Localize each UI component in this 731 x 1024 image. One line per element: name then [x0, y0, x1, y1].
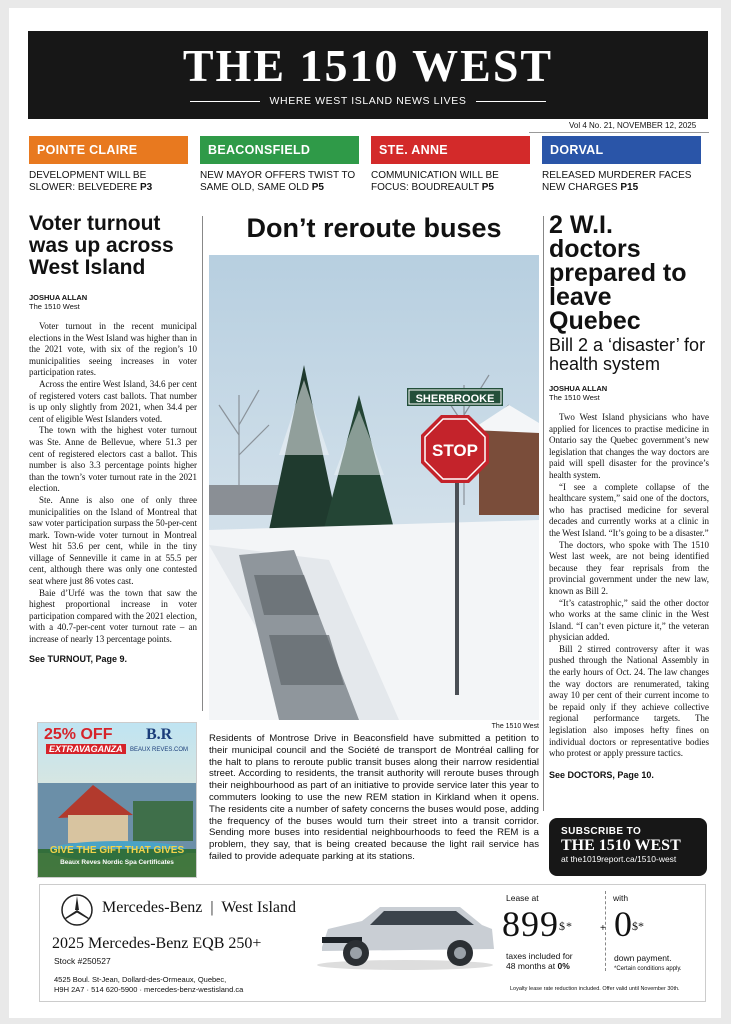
ad-site: BEAUX REVES.COM [130, 747, 189, 753]
snowy-street-photo [209, 255, 539, 720]
car-model: 2025 Mercedes-Benz EQB 250+ [52, 935, 262, 952]
street-sign-text: SHERBROOKE [415, 393, 495, 405]
see-more-link[interactable]: See TURNOUT, Page 9. [29, 653, 128, 664]
photo-credit: The 1510 West [491, 723, 539, 730]
section-teaser: RELEASED MURDERER FACES NEW CHARGES P15 [542, 170, 692, 193]
section-ste-anne[interactable] [371, 136, 530, 194]
ad-cta: GIVE THE GIFT THAT GIVES [49, 845, 185, 856]
ad-headline: 25% OFF [44, 726, 113, 743]
with-label: with [613, 893, 629, 903]
right-article-body: Two West Island physicians who have applied for licences to practise medicine in Ontario say the Quebec government’s new legislation that changes the way doctors are paid will spell disaster for the province’s health system. “I see a complete collapse of the healthcare system,” said one of the doctors, who has practised medicine for several decades and currently works at a clinic in the West Island. “It’s going to be a disaster.” The doctors, who spoke with The 1510 West last week, are not being identified because they fear reprisals from the provincial government under the new law, known as Bill 2. “It’s catastrophic,” said the other doctor who works at the same clinic in the West Island. “I can’t even picture it,” the veteran physician added. Bill 2 stirred controversy after it was pushed through the National Assembly in the early hours of Oct. 24. The law changes the way doctors are renumerated, taking away 10 per cent of their current income to be repaid only if they achieve collective regional performance targets. The legislation also imposes hefty fines on individual doctors or representative bodies who protest or apply pressure tactics. [549, 412, 709, 759]
byline: JOSHUA ALLAN The 1510 West [29, 293, 88, 311]
section-beaconsfield[interactable] [200, 136, 359, 194]
newspaper-page [9, 8, 721, 1018]
suv-image [310, 899, 500, 971]
section-dorval[interactable] [542, 136, 701, 194]
dealer-address: 4525 Boul. St-Jean, Dollard-des-Ormeaux, Quebec, H9H 2A7 · 514 620-5900 · mercedes-benz-westisland.ca [54, 975, 244, 994]
issue-rule [529, 132, 709, 133]
mercedes-ad[interactable] [39, 884, 706, 1002]
column-divider [202, 216, 203, 711]
lease-terms: taxes included for 48 months at 0% [506, 951, 573, 971]
section-label: STE. ANNE [371, 136, 530, 164]
center-headline[interactable]: Don’t reroute buses [246, 213, 502, 243]
column-divider [543, 216, 544, 811]
stop-sign-text: STOP [432, 441, 478, 460]
right-article [549, 213, 709, 780]
section-teaser: DEVELOPMENT WILL BE SLOWER: BELVEDERE P3 [29, 170, 153, 193]
ad-cta-sub: Beaux Reves Nordic Spa Certificates [60, 859, 174, 866]
lease-label: Lease at [506, 893, 539, 903]
mercedes-star-icon [60, 893, 94, 927]
ad-subhead: EXTRAVAGANZA [46, 744, 126, 754]
subscribe-label: SUBSCRIBE TO [561, 826, 642, 837]
byline: JOSHUA ALLAN The 1510 West [549, 384, 608, 402]
ad-logo: B.R [146, 726, 173, 743]
masthead-tagline: WHERE WEST ISLAND NEWS LIVES [28, 95, 708, 107]
lease-price: 899$* [502, 904, 573, 944]
section-label: BEACONSFIELD [200, 136, 359, 164]
section-teaser: COMMUNICATION WILL BE FOCUS: BOUDREAULT P5 [371, 170, 499, 193]
center-article [209, 213, 539, 862]
conditions-note: *Certain conditions apply. [614, 966, 682, 972]
loyalty-note: Loyalty lease rate reduction included. Offer valid until November 30th. [510, 986, 680, 992]
section-label: POINTE CLAIRE [29, 136, 188, 164]
section-pointe-claire[interactable] [29, 136, 188, 194]
plus-sign: + [600, 923, 606, 934]
masthead [28, 31, 708, 119]
masthead-title: THE 1510 WEST [182, 40, 554, 91]
subscribe-box[interactable] [549, 818, 707, 876]
subscribe-title: THE 1510 WEST [561, 837, 681, 854]
left-article [29, 213, 197, 664]
right-headline[interactable]: 2 W.I. doctors prepared to leave Quebec [549, 211, 687, 335]
down-payment-value: 0$* [614, 904, 644, 944]
see-more-link[interactable]: See DOCTORS, Page 10. [549, 769, 654, 780]
right-deck: Bill 2 a ‘disaster’ for health system [549, 335, 706, 374]
down-payment-label: down payment. [614, 953, 672, 963]
spa-ad[interactable] [37, 722, 197, 878]
subscribe-url[interactable]: at the1019report.ca/1510-west [561, 854, 677, 864]
left-article-body: Voter turnout in the recent municipal elections in the West Island was higher than in the 2021 vote, with six of the region’s 10 municipalities seeing increases in voter participation rates. Across the entire West Island, 34.6 per cent of registered voters cast ballots. That number is up only slightly from 2021, when 34.4 per cent of eligible West Islanders voted. The town with the highest voter turnout was Ste. Anne de Bellevue, where 51.3 per cent of registered electors cast a ballot. This number is also 3.3 percentage points higher than the town’s voter turnout rate in the 2021 election. Ste. Anne is also one of only three municipalities on the Island of Montreal that saw voter participation surpass the 50-per-cent mark. Town-wide voter turnout in Montreal West hit 53.6 per cent, while in the tiny village of Senneville it came in at 55.5 per cent, although there was only one contested seat where just 86 votes cast. Baie d’Urfé was the town that saw the highest proportional increase in voter participation compared with the 2021 election, with a 40.7-per-cent voter turnout rate – an increase of nearly 13 percentage points. [29, 321, 198, 645]
left-headline[interactable]: Voter turnout was up across West Island [29, 212, 174, 279]
stock-number: Stock #250527 [54, 956, 111, 966]
dealer-brand: Mercedes-Benz | West Island [102, 899, 297, 916]
issue-date: Vol 4 No. 21, NOVEMBER 12, 2025 [569, 121, 697, 130]
section-teaser: NEW MAYOR OFFERS TWIST TO SAME OLD, SAME OLD P5 [200, 170, 356, 193]
center-article-body: Residents of Montrose Drive in Beaconsfield have submitted a petition to their municipal council and the Société de transport de Montréal calling for the halt to plans to reroute public transit buses along their narrow residential street. According to residents, the transit authority will reroute buses through their neighbourhood as part of an initiative to provide service later this year to commuters looking to use the new REM station in Kirkland when it opens. The residents cite a number of safety concerns the buses would pose, adding the frequency of the buses would turn their street into a transit corridor. Sending more buses into residential neighbourhoods to feed the REM is a problem, they say, that is being created because the light rail service has failed to provide adequate parking at its stations. [209, 733, 539, 862]
section-label: DORVAL [542, 136, 701, 164]
